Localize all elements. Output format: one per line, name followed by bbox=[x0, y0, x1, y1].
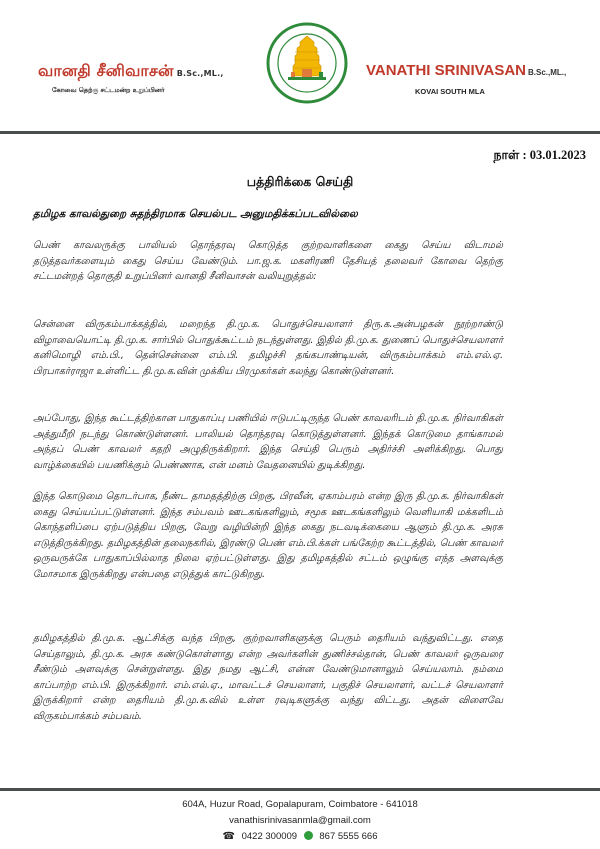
degree-tamil-side: B.Sc.,ML., bbox=[176, 69, 224, 78]
letterhead bbox=[0, 0, 600, 132]
degree-english-side: B.Sc.,ML., bbox=[528, 68, 567, 77]
paragraph-5: தமிழகத்தில் தி.மு.க. ஆட்சிக்கு வந்த பிறகு, குற்றவாளிகளுக்கு பெரும் தைரியம் வந்துவிட்டது. எதை செய்தாலும், தி.மு.க. அரசு கண்டுகொள்ளாது என்ற அவர்களின் துணிச்சல்தான், பெண் காவலர் ஒருவரை சீண்டும் அளவுக்கு சென்றுள்ளது. இது நமது ஆட்சி, என்ன வேண்டுமானாலும் செய்யலாம். நம்மை காப்பாற்ற எம்.பி. இருக்கிறார். எம்.எல்.ஏ., மாவட்டச் செயலாளர், பகுதிச் செயலாளர், வட்டச் செயலாளர் இருக்கிறார் என்ற தைரியம் தி.மு.க.வில் உள்ள ரவுடிகளுக்கு வந்து விட்டது. அதன் விளைவே விருகம்பாக்கம் சம்பவம். bbox=[33, 633, 503, 722]
paragraph-3: அப்போது, இந்த கூட்டத்திற்கான பாதுகாப்பு பணியில் ஈடுபட்டிருந்த பெண் காவலரிடம் தி.மு.க. நிர்வாகிகள் அத்துமீறி நடந்து கொண்டுள்ளனர். பாலியல் தொந்தரவு கொடுத்துள்ளனர். இந்தக் கொடுமை தாங்காமல் அந்தப் பெண் காவலர் கதறி அழுதிருக்கிறார். இந்த செய்தி பெரும் அதிர்ச்சி அளிக்கிறது. பொது வாழ்க்கையில் பயணிக்கும் பெண்ணாக, என் மனம் வேதனையில் துடிக்கிறது. bbox=[33, 413, 503, 471]
name-tamil bbox=[38, 61, 224, 82]
press-date: நாள் : 03.01.2023 bbox=[493, 148, 586, 162]
footer-address: 604A, Huzur Road, Gopalapuram, Coimbatore - 641018 bbox=[182, 799, 418, 810]
whatsapp-icon bbox=[304, 831, 313, 840]
press-release-title: பத்திரிக்கை செய்தி bbox=[246, 174, 354, 189]
footer bbox=[0, 797, 600, 845]
footer-phone[interactable]: 0422 300009 bbox=[241, 831, 298, 842]
headline: தமிழக காவல்துறை சுதந்திரமாக செயல்பட அனுமதிக்கப்படவில்லை bbox=[33, 208, 358, 220]
tamil-nadu-emblem-icon bbox=[266, 22, 348, 104]
name-english bbox=[366, 62, 566, 79]
subtitle-tamil: கோவை தெற்கு சட்டமன்ற உறுப்பினர் bbox=[52, 86, 165, 94]
header-divider bbox=[0, 131, 600, 134]
subtitle-english: KOVAI SOUTH MLA bbox=[415, 87, 485, 96]
name-english-text: VANATHI SRINIVASAN bbox=[366, 62, 527, 79]
telephone-icon: ☎ bbox=[222, 831, 235, 842]
footer-contact-row bbox=[0, 829, 600, 845]
footer-whatsapp[interactable]: 867 5555 666 bbox=[319, 831, 378, 842]
paragraph-1: பெண் காவலருக்கு பாலியல் தொந்தரவு கொடுத்த குற்றவாளிகளை கைது செய்ய விடாமல் தடுத்தவர்களையும் கைது செய்ய வேண்டும். பா.ஜ.க. மகளிரணி தேசியத் தலைவர் கோவை தெற்கு சட்டமன்றத் தொகுதி உறுப்பினர் வானதி சீனிவாசன் வலியுறுத்தல்: bbox=[33, 240, 503, 283]
paragraph-4: இந்த கொடுமை தொடர்பாக, நீண்ட தாமதத்திற்கு பிறகு, பிரவீன், ஏகாம்பரம் என்ற இரு தி.மு.க. நிர்வாகிகள் கைது செய்யப்பட்டுள்ளனர். இந்த சம்பவம் ஊடகங்களிலும், சமூக ஊடகங்களிலும் வெளியாகி மக்களிடம் கொந்தளிப்பை ஏற்படுத்திய பிறகு, வேறு வழியின்றி இந்த கைது நடவடிக்கையை ஆளும் தி.மு.க. அரசு எடுத்திருக்கிறது. தமிழகத்தின் தலைநகரில், இரண்டு பெண் எம்.பி.க்கள் பங்கேற்ற கூட்டத்தில், பெண் காவலர் ஒருவருக்கே பாதுகாப்பில்லாத நிலை ஏற்பட்டுள்ளது. இது தமிழகத்தில் சட்டம் ஒழுங்கு எந்த அளவுக்கு மோசமாக இருக்கிறது என்பதை எடுத்துக் காட்டுகிறது. bbox=[33, 491, 503, 580]
paragraph-2: சென்னை விருகம்பாக்கத்தில், மறைந்த தி.மு.க. பொதுச்செயலாளர் திரு.க.அன்பழகன் நூற்றாண்டு விழாவையொட்டி தி.மு.க. சார்பில் பொதுக்கூட்டம் நடந்துள்ளது. இதில் தி.மு.க. துணைப் பொதுச்செயலாளர் கனிமொழி எம்.பி., தென்சென்னை எம்.பி. தமிழச்சி தங்கபாண்டியன், விருகம்பாக்கம் எம்.எல்.ஏ. பிரபாகர்ராஜா உள்ளிட்ட தி.மு.க.வின் முக்கிய பிரமுகர்கள் கலந்து கொண்டுள்ளனர். bbox=[33, 319, 503, 377]
name-tamil-text: வானதி சீனிவாசன் bbox=[38, 61, 174, 80]
footer-email[interactable]: vanathisrinivasanmla@gmail.com bbox=[229, 815, 371, 826]
footer-divider bbox=[0, 788, 600, 791]
